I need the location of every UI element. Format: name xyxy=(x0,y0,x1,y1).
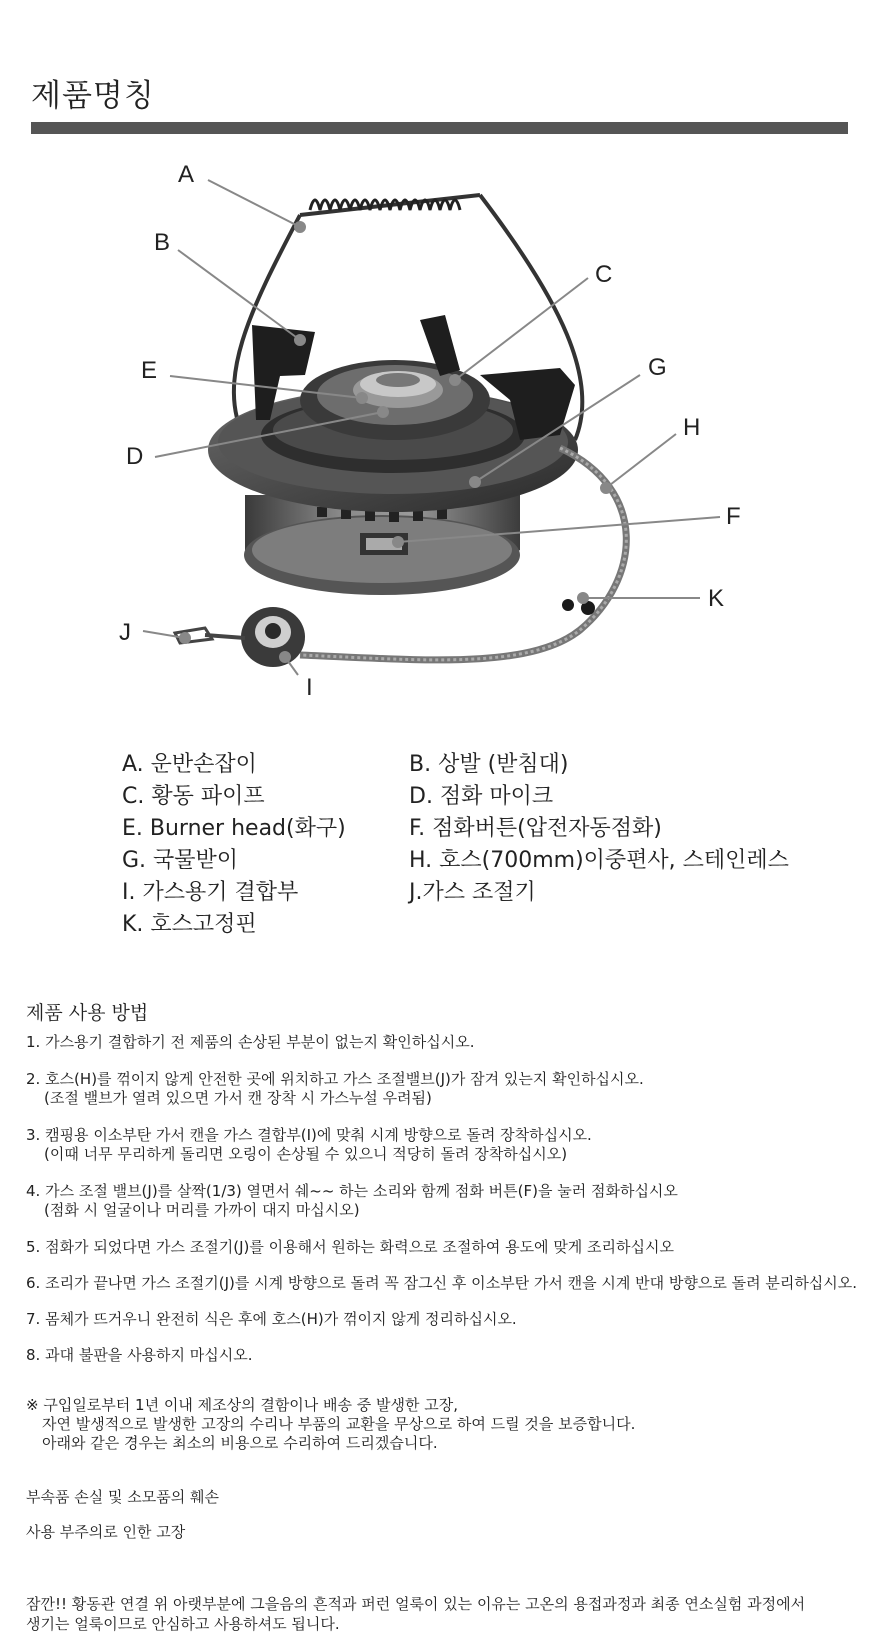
part-h: H. 호스(700mm)이중편사, 스테인레스 xyxy=(409,848,789,873)
usage-step xyxy=(26,1070,866,1108)
usage-step xyxy=(26,1126,866,1164)
usage-step xyxy=(26,1310,866,1329)
section-title-product-names: 제품명칭 xyxy=(31,78,155,114)
caution-note xyxy=(26,1594,866,1634)
step-4-note: (점화 시 얼굴이나 머리를 가까이 대지 마십시오) xyxy=(44,1201,360,1219)
callout-f: F xyxy=(726,503,741,530)
usage-step xyxy=(26,1274,866,1293)
title-divider xyxy=(31,122,848,134)
part-a: A. 운반손잡이 xyxy=(122,752,257,777)
callout-b: B xyxy=(154,229,171,256)
step-7-text: 7. 몸체가 뜨거우니 완전히 식은 후에 호스(H)가 꺾이지 않게 정리하십시오. xyxy=(26,1310,517,1328)
part-i: I. 가스용기 결합부 xyxy=(122,880,299,905)
step-3-note: (이때 너무 무리하게 돌리면 오링이 손상될 수 있으니 적당히 돌려 장착하십시오) xyxy=(44,1145,568,1163)
warranty-line-2: 자연 발생적으로 발생한 고장의 수리나 부품의 교환을 무상으로 하여 드릴 것을 보증합니다. xyxy=(42,1415,636,1433)
part-d: D. 점화 마이크 xyxy=(409,784,554,809)
step-2-note: (조절 밸브가 열려 있으면 가서 캔 장착 시 가스누설 우려됨) xyxy=(44,1089,432,1107)
usage-step xyxy=(26,1346,866,1365)
part-empty xyxy=(409,907,819,939)
caution-line-1: 잠깐!! 황동관 연결 위 아랫부분에 그을음의 흔적과 퍼런 얼룩이 있는 이유는 고온의 용접과정과 최종 연소실험 과정에서 xyxy=(26,1595,806,1613)
usage-step xyxy=(26,1033,866,1052)
part-c: C. 황동 파이프 xyxy=(122,784,265,809)
part-b: B. 상발 (받침대) xyxy=(409,752,569,777)
warranty-line-1: ※ 구입일로부터 1년 이내 제조상의 결함이나 배송 중 발생한 고장, xyxy=(26,1396,459,1414)
callout-g: G xyxy=(648,354,667,381)
step-3-text: 3. 캠핑용 이소부탄 가서 캔을 가스 결합부(I)에 맞춰 시계 방향으로 돌려 장착하십시오. xyxy=(26,1126,592,1144)
step-1-text: 1. 가스용기 결합하기 전 제품의 손상된 부분이 없는지 확인하십시오. xyxy=(26,1033,475,1051)
parts-list xyxy=(122,747,822,939)
part-j: J.가스 조절기 xyxy=(409,880,536,905)
callout-i: I xyxy=(306,674,313,701)
parts-row xyxy=(122,747,822,779)
stove-diagram xyxy=(0,150,890,735)
callout-c: C xyxy=(595,261,613,288)
parts-row xyxy=(122,843,822,875)
step-4-text: 4. 가스 조절 밸브(J)를 살짝(1/3) 열면서 쉐~~ 하는 소리와 함께 점화 버튼(F)을 눌러 점화하십시오 xyxy=(26,1182,678,1200)
usage-step xyxy=(26,1238,866,1257)
warranty-item-1: 부속품 손실 및 소모품의 훼손 xyxy=(26,1488,219,1506)
parts-row xyxy=(122,907,822,939)
parts-row xyxy=(122,875,822,907)
part-g: G. 국물받이 xyxy=(122,848,239,873)
callout-d: D xyxy=(126,443,144,470)
step-2-text: 2. 호스(H)를 꺾이지 않게 안전한 곳에 위치하고 가스 조절밸브(J)가 잠겨 있는지 확인하십시오. xyxy=(26,1070,644,1088)
part-f: F. 점화버튼(압전자동점화) xyxy=(409,816,662,841)
caution-line-2: 생기는 얼룩이므로 안심하고 사용하셔도 됩니다. xyxy=(26,1615,340,1633)
warranty-item-2: 사용 부주의로 인한 고장 xyxy=(26,1523,186,1541)
part-e: E. Burner head(화구) xyxy=(122,816,346,841)
callout-k: K xyxy=(708,585,725,612)
step-6-text: 6. 조리가 끝나면 가스 조절기(J)를 시계 방향으로 돌려 꼭 잠그신 후 이소부탄 가서 캔을 시계 반대 방향으로 돌려 분리하십시오. xyxy=(26,1274,858,1292)
usage-title: 제품 사용 방법 xyxy=(26,1002,149,1024)
callout-a: A xyxy=(178,161,195,188)
parts-row xyxy=(122,779,822,811)
step-5-text: 5. 점화가 되었다면 가스 조절기(J)를 이용해서 원하는 화력으로 조절하여 용도에 맞게 조리하십시오 xyxy=(26,1238,675,1256)
part-k: K. 호스고정핀 xyxy=(122,912,257,937)
warranty-note xyxy=(26,1396,866,1453)
warranty-line-3: 아래와 같은 경우는 최소의 비용으로 수리하여 드리겠습니다. xyxy=(42,1434,438,1452)
usage-steps xyxy=(26,1033,866,1365)
usage-step xyxy=(26,1182,866,1220)
callout-h: H xyxy=(683,414,701,441)
parts-row xyxy=(122,811,822,843)
callout-e: E xyxy=(141,357,158,384)
step-8-text: 8. 과대 불판을 사용하지 마십시오. xyxy=(26,1346,253,1364)
callout-j: J xyxy=(119,619,131,646)
